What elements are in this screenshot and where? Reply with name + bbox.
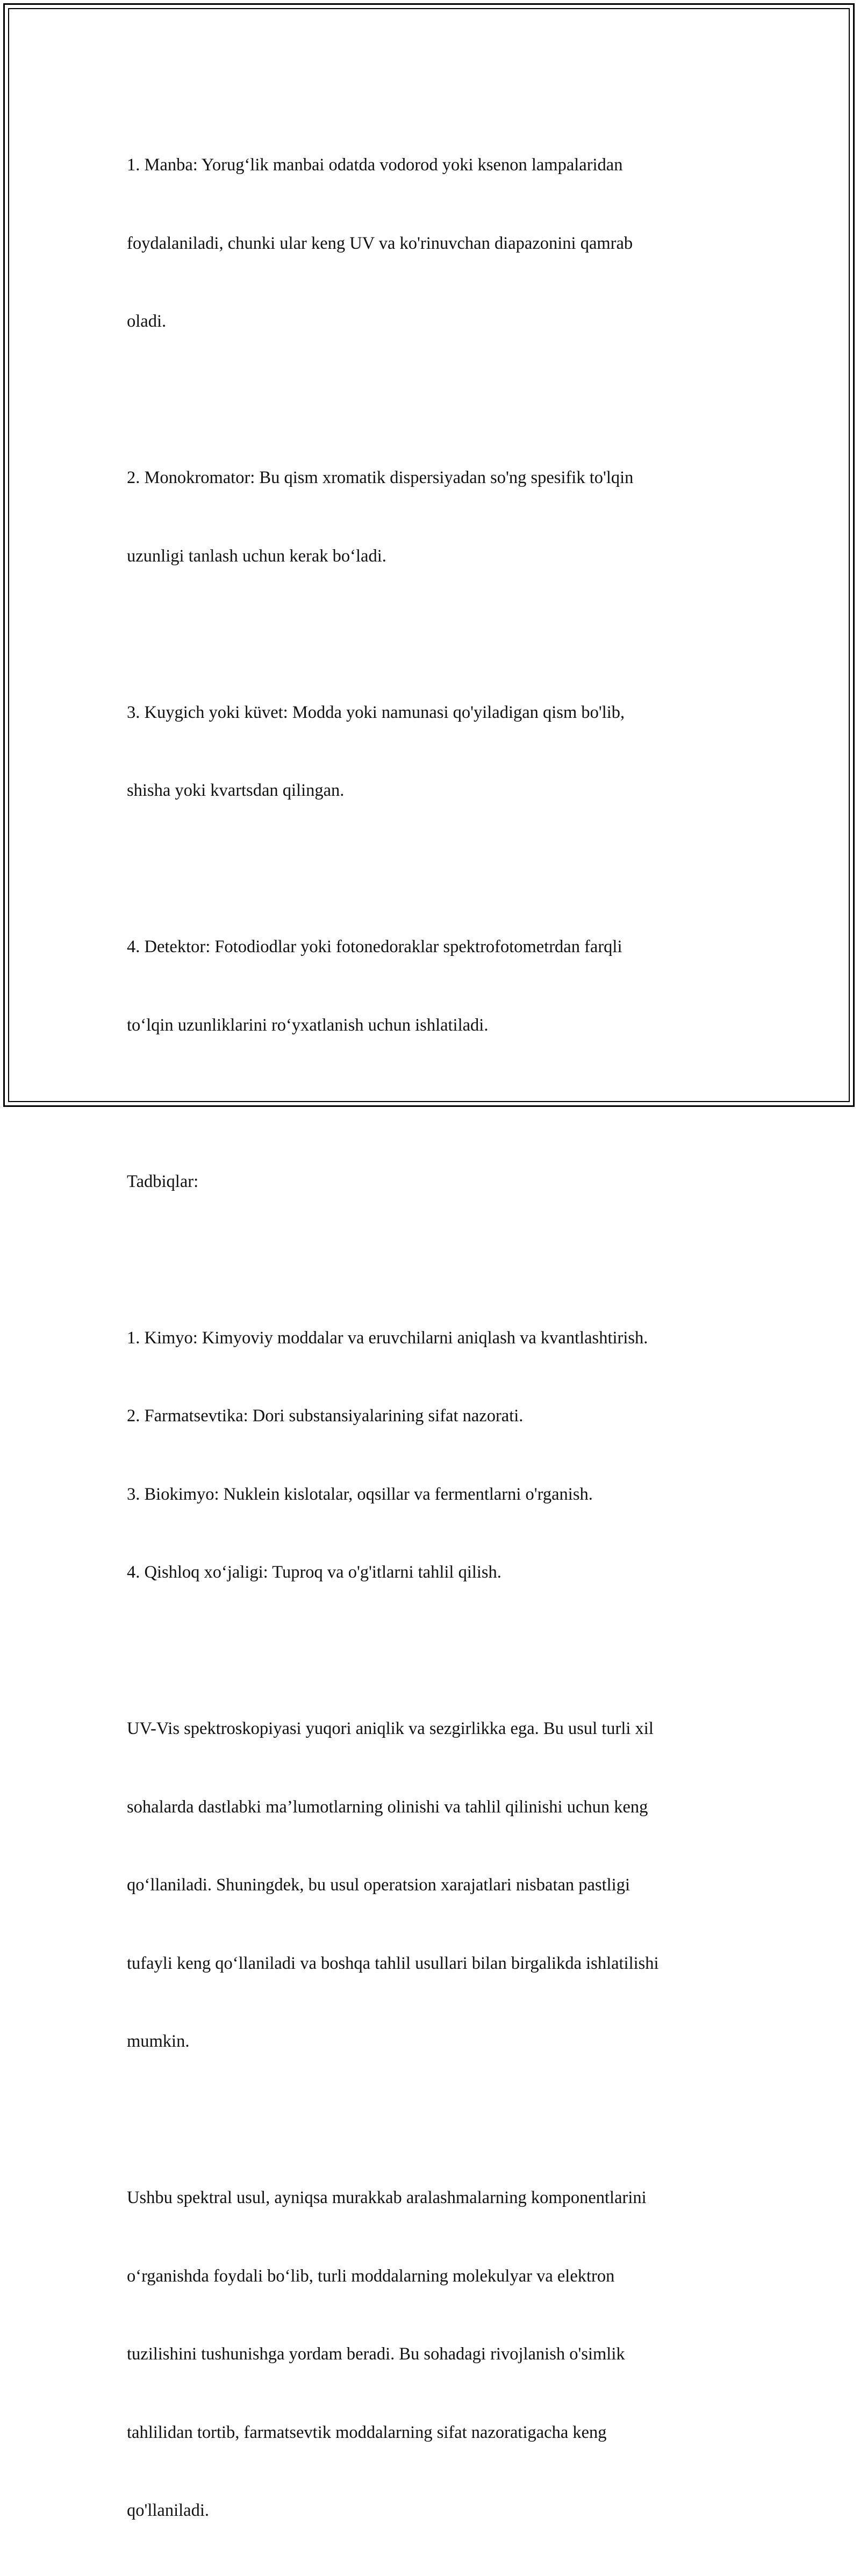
text-line: mumkin. xyxy=(127,2032,190,2051)
application-item: 4. Qishloq xo‘jaligi: Tuproq va o'g'itlarni tahlil qilish. xyxy=(127,1563,501,1582)
text-line: UV-Vis spektroskopiyasi yuqori aniqlik va sezgirlikka ega. Bu usul turli xil xyxy=(127,1719,654,1738)
document-body xyxy=(127,100,734,2576)
component-item-monochromator xyxy=(127,413,734,621)
text-line: 1. Manba: Yorug‘lik manbai odatda vodorod yoki ksenon lampalaridan xyxy=(127,155,623,175)
text-line: tuzilishini tushunishga yordam beradi. Bu sohadagi rivojlanish o'simlik xyxy=(127,2344,625,2364)
text-line: o‘rganishda foydali bo‘lib, turli moddalarning molekulyar va elektron xyxy=(127,2266,615,2286)
text-line: tufayli keng qo‘llaniladi va boshqa tahlil usullari bilan birgalikda ishlatilishi xyxy=(127,1953,659,1973)
summary-paragraph-1 xyxy=(127,1664,734,2107)
text-line: qo'llaniladi. xyxy=(127,2501,209,2520)
applications-list xyxy=(127,1273,734,1638)
text-line: shisha yoki kvartsdan qilingan. xyxy=(127,781,345,800)
text-line: oladi. xyxy=(127,312,167,331)
text-line: 3. Kuygich yoki küvet: Modda yoki namunasi qo'yiladigan qism bo'lib, xyxy=(127,702,625,722)
component-item-source xyxy=(127,100,734,387)
applications-heading: Tadbiqlar: xyxy=(127,1171,199,1191)
text-line: to‘lqin uzunliklarini ro‘yxatlanish uchun ishlatiladi. xyxy=(127,1015,489,1035)
text-line: foydalaniladi, chunki ular keng UV va ko'rinuvchan diapazonini qamrab xyxy=(127,233,633,253)
application-item: 1. Kimyo: Kimyoviy moddalar va eruvchilarni aniqlash va kvantlashtirish. xyxy=(127,1328,648,1348)
text-line: Ushbu spektral usul, ayniqsa murakkab aralashmalarning komponentlarini xyxy=(127,2188,647,2207)
text-line: 2. Monokromator: Bu qism xromatik dispersiyadan so'ng spesifik to'lqin xyxy=(127,468,634,487)
application-item: 2. Farmatsevtika: Dori substansiyalarining sifat nazorati. xyxy=(127,1406,524,1426)
text-line: sohalarda dastlabki ma’lumotlarning olinishi va tahlil qilinishi uchun keng xyxy=(127,1797,648,1817)
text-line: uzunligi tanlash uchun kerak bo‘ladi. xyxy=(127,546,386,566)
component-item-detector xyxy=(127,882,734,1090)
application-item: 3. Biokimyo: Nuklein kislotalar, oqsillar va fermentlarni o'rganish. xyxy=(127,1484,593,1504)
text-line: tahlilidan tortib, farmatsevtik moddalarning sifat nazoratigacha keng xyxy=(127,2422,607,2442)
text-line: qo‘llaniladi. Shuningdek, bu usul operatsion xarajatlari nisbatan pastligi xyxy=(127,1875,630,1895)
summary-paragraph-2 xyxy=(127,2133,734,2576)
component-item-cuvette xyxy=(127,647,734,856)
text-line: 4. Detektor: Fotodiodlar yoki fotonedoraklar spektrofotometrdan farqli xyxy=(127,937,622,956)
